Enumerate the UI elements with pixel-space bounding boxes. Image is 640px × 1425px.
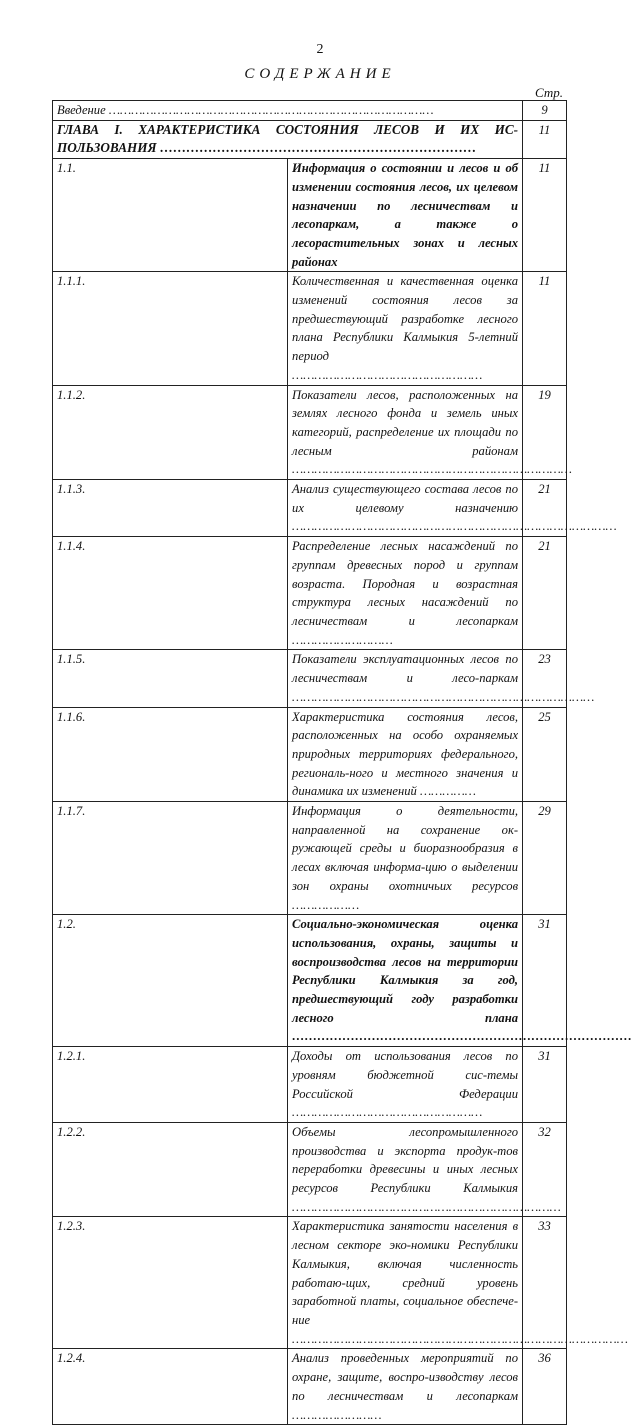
toc-row-page: 19 <box>523 385 567 480</box>
toc-row-title: Информация о деятельности, направленной на сохранение ок-ружающей среды и биоразнообразия в лесах включая информа-цию о выделении зон охраны охотничьих ресурсов ……………… <box>288 802 523 915</box>
toc-row-page: 11 <box>523 272 567 385</box>
toc-row-number: 1.2.4. <box>53 1349 288 1425</box>
toc-row-page: 11 <box>523 120 567 158</box>
toc-row <box>53 802 567 915</box>
toc-row-title: Показатели эксплуатационных лесов по лесничествам и лесо-паркам ……………………………………………………………………… <box>288 650 523 707</box>
toc-row <box>53 272 567 385</box>
toc-row-title: Количественная и качественная оценка изменений состояния лесов за предшествующий разработке лесного плана Республики Калмыкия 5-летний период …………………………………………… <box>288 272 523 385</box>
toc-row <box>53 159 567 272</box>
toc-row-page: 9 <box>523 101 567 121</box>
toc-row <box>53 537 567 650</box>
toc-row-title: Введение …………………………………………………………………………… <box>53 101 523 121</box>
toc-row-number: 1.2.3. <box>53 1217 288 1349</box>
toc-row-page: 31 <box>523 915 567 1047</box>
toc-row-number: 1.2. <box>53 915 288 1047</box>
toc-row-number: 1.1.4. <box>53 537 288 650</box>
toc-row-title: Характеристика состояния лесов, расположенных на особо охраняемых природных территориях федерального, региональ-ного и местного значения и динамика их изменений …………… <box>288 707 523 802</box>
toc-row <box>53 101 567 121</box>
toc-table <box>52 100 633 1425</box>
toc-row-page: 21 <box>523 480 567 537</box>
toc-row <box>53 1349 567 1425</box>
toc-row-title: Анализ проведенных мероприятий по охране, защите, воспро-изводству лесов по лесничествам и лесопаркам …………………… <box>288 1349 523 1425</box>
toc-row <box>53 650 567 707</box>
toc-row-title: Информация о состоянии и лесов и об изменении состояния лесов, их целевом назначении по лесничествам и лесопаркам, а также о лесорастительных зонах и лесных районах <box>288 159 523 272</box>
toc-row-page: 33 <box>523 1217 567 1349</box>
toc-row-number: 1.1. <box>53 159 288 272</box>
toc-row-page: 29 <box>523 802 567 915</box>
toc-row-page: 11 <box>523 159 567 272</box>
toc-row-title: Социально-экономическая оценка использования, охраны, защиты и воспроизводства лесов на территории Республики Калмыкия за год, предшествующий году разработки лесного плана ……………………………………………………………………… <box>288 915 523 1047</box>
toc-row-number: 1.1.2. <box>53 385 288 480</box>
page-column-label: Стр. <box>535 85 563 100</box>
toc-row-page: 32 <box>523 1122 567 1217</box>
toc-row-number: 1.1.1. <box>53 272 288 385</box>
toc-row-number: 1.1.7. <box>53 802 288 915</box>
toc-row <box>53 1217 567 1349</box>
toc-row <box>53 915 567 1047</box>
toc-row <box>53 385 567 480</box>
toc-row-page: 36 <box>523 1349 567 1425</box>
toc-row-number: 1.2.2. <box>53 1122 288 1217</box>
toc-row-number: 1.2.1. <box>53 1047 288 1123</box>
toc-row-title: Характеристика занятости населения в лесном секторе эко-номики Республики Калмыкия, включая численность работаю-щих, средний уровень заработной платы, социальное обеспече-ние ……………………………………………………………………………… <box>288 1217 523 1349</box>
toc-row <box>53 480 567 537</box>
toc-row-page: 25 <box>523 707 567 802</box>
toc-row-title: Распределение лесных насаждений по группам древесных пород и группам возраста. Породная и возрастная структура лесных насаждений по лесничествам и лесопаркам ……………………… <box>288 537 523 650</box>
toc-row-number: 1.1.5. <box>53 650 288 707</box>
toc-body <box>53 101 633 1425</box>
toc-row-number: 1.1.3. <box>53 480 288 537</box>
toc-row <box>53 1122 567 1217</box>
toc-row-title: Анализ существующего состава лесов по их целевому назначению …………………………………………………………………………… <box>288 480 523 537</box>
toc-row-page: 31 <box>523 1047 567 1123</box>
page-title: СОДЕРЖАНИЕ <box>244 66 396 82</box>
toc-row <box>53 707 567 802</box>
toc-row-title: ГЛАВА I. ХАРАКТЕРИСТИКА СОСТОЯНИЯ ЛЕСОВ И ИХ ИС-ПОЛЬЗОВАНИЯ ……………………………………………………………… <box>53 120 523 158</box>
page-number: 2 <box>316 42 324 57</box>
toc-row <box>53 1047 567 1123</box>
toc-row <box>53 120 567 158</box>
toc-row-number: 1.1.6. <box>53 707 288 802</box>
toc-row-title: Показатели лесов, расположенных на землях лесного фонда и земель иных категорий, распределение их площади по лесным районам ………………………………………………………………… <box>288 385 523 480</box>
toc-row-page: 23 <box>523 650 567 707</box>
toc-row-title: Доходы от использования лесов по уровням бюджетной сис-темы Российской Федерации …………………………………………… <box>288 1047 523 1123</box>
toc-row-page: 21 <box>523 537 567 650</box>
toc-row-title: Объемы лесопромышленного производства и экспорта продук-тов переработки древесины и иных лесных ресурсов Республики Калмыкия ……………………………………………………………… <box>288 1122 523 1217</box>
